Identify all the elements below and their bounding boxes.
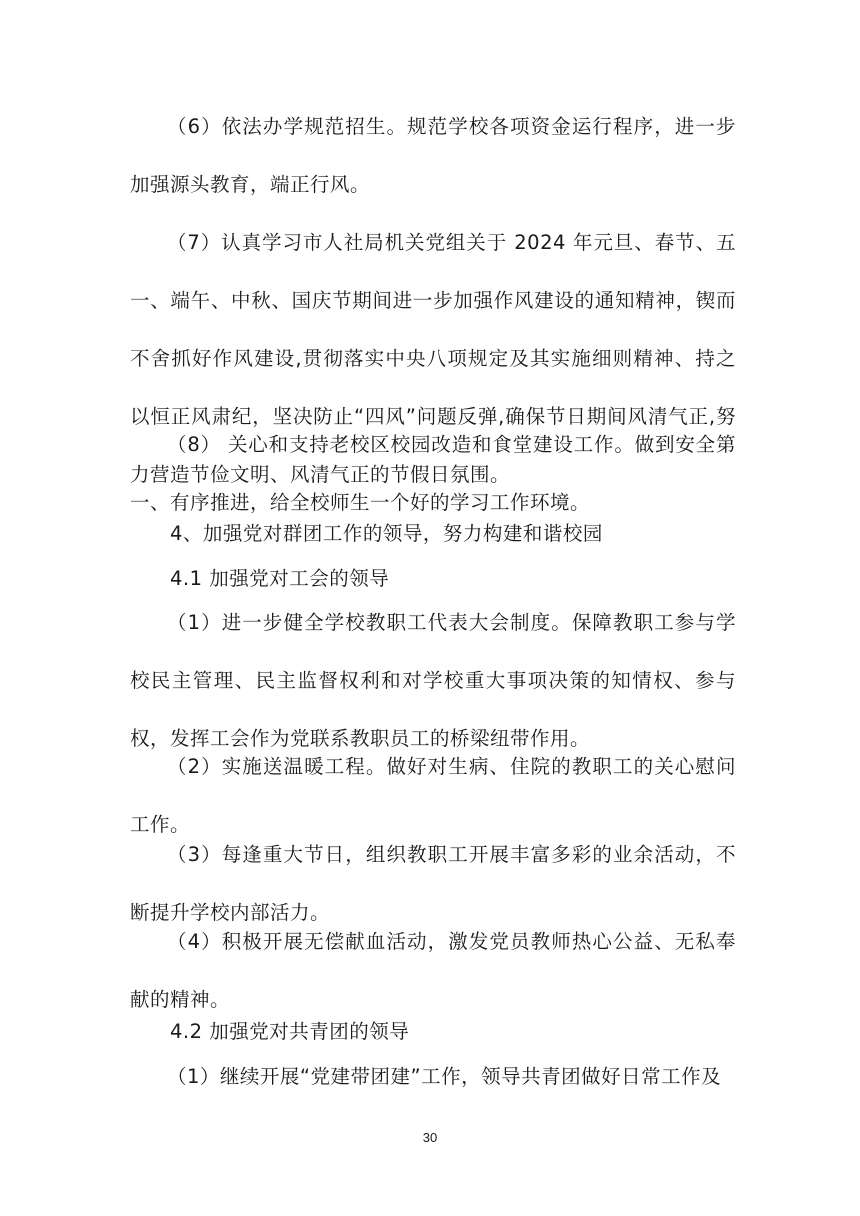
- subsection-heading-4-1: 4.1 加强党对工会的领导: [170, 567, 390, 590]
- section-heading-4: 4、加强党对群团工作的领导，努力构建和谐校园: [170, 522, 603, 545]
- paragraph-8-campus: （8） 关心和支持老校区校园改造和食堂建设工作。做到安全第一、有序推进，给全校师生一个好的学习工作环境。: [130, 433, 736, 514]
- paragraph-6-enrollment: （6）依法办学规范招生。规范学校各项资金运行程序，进一步加强源头教育，端正行风。: [130, 115, 736, 196]
- subsection-heading-4-2: 4.2 加强党对共青团的领导: [170, 1020, 410, 1043]
- paragraph-7-work-style: （7）认真学习市人社局机关党组关于 2024 年元旦、春节、五一、端午、中秋、国庆节期间进一步加强作风建设的通知精神，锲而不舍抓好作风建设,贯彻落实中央八项规定及其实施细则精神、持之以恒正风肃纪，坚决防止“四风”问题反弹,确保节日期间风清气正,努力营造节俭文明、风清气正的节假日氛围。: [130, 231, 736, 486]
- paragraph-youth-1: （1）继续开展“党建带团建”工作，领导共青团做好日常工作及: [167, 1065, 722, 1088]
- paragraph-union-1: （1）进一步健全学校教职工代表大会制度。保障教职工参与学校民主管理、民主监督权利和对学校重大事项决策的知情权、参与权，发挥工会作为党联系教职员工的桥梁纽带作用。: [130, 611, 736, 750]
- paragraph-union-4: （4）积极开展无偿献血活动，激发党员教师热心公益、无私奉献的精神。: [130, 930, 736, 1011]
- page-number: 30: [422, 1130, 438, 1145]
- paragraph-union-3: （3）每逢重大节日，组织教职工开展丰富多彩的业余活动，不断提升学校内部活力。: [130, 843, 736, 924]
- paragraph-union-2: （2）实施送温暖工程。做好对生病、住院的教职工的关心慰问工作。: [130, 755, 736, 836]
